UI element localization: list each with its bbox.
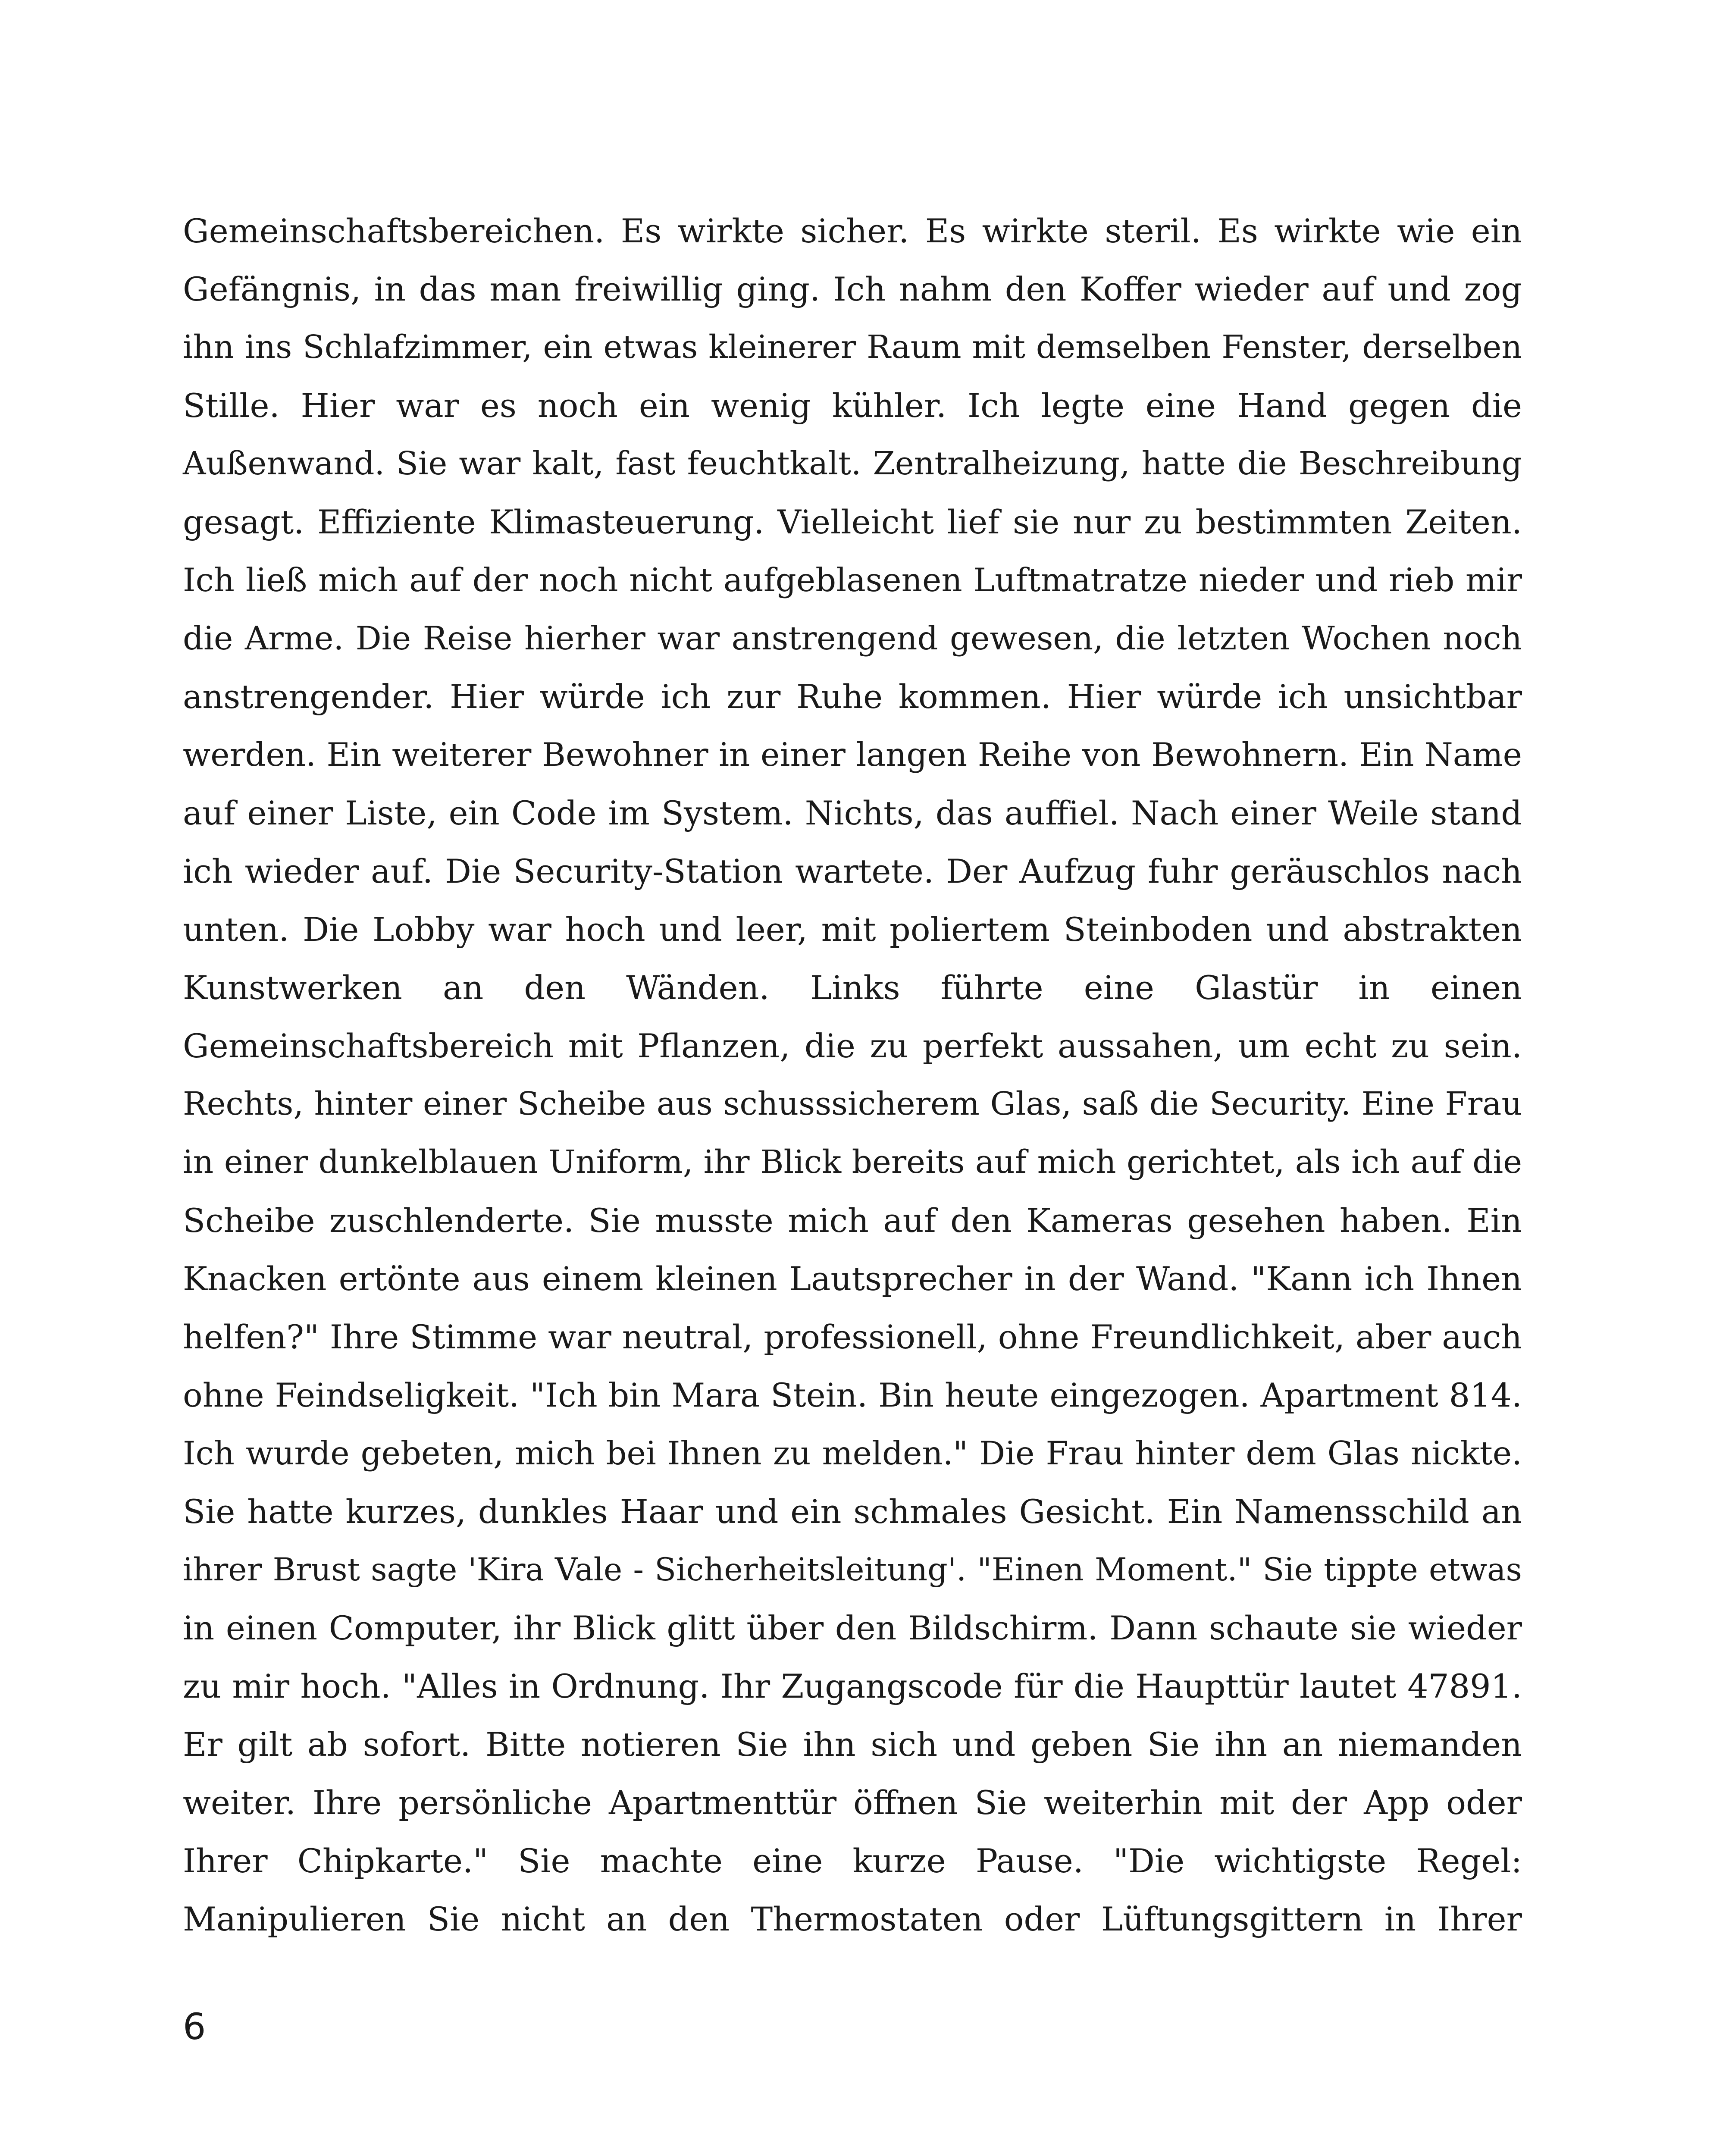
text-line: ohne Feindseligkeit. "Ich bin Mara Stein. Bin heute eingezogen. Apartment 814. — [183, 1376, 1522, 1414]
text-line: ihn ins Schlafzimmer, ein etwas kleinerer Raum mit demselben Fenster, derselben — [183, 329, 1522, 366]
text-line: gesagt. Effiziente Klimasteuerung. Vielleicht lief sie nur zu bestimmten Zeiten. — [183, 503, 1522, 541]
text-line: Gemeinschaftsbereich mit Pflanzen, die zu perfekt aussahen, um echt zu sein. — [183, 1027, 1522, 1065]
text-line: Ich wurde gebeten, mich bei Ihnen zu melden." Die Frau hinter dem Glas nickte. — [183, 1434, 1522, 1472]
text-line: helfen?" Ihre Stimme war neutral, professionell, ohne Freundlichkeit, aber auch — [183, 1318, 1522, 1356]
text-line: ich wieder auf. Die Security-Station wartete. Der Aufzug fuhr geräuschlos nach — [183, 852, 1522, 890]
text-line: Gemeinschaftsbereichen. Es wirkte sicher. Es wirkte steril. Es wirkte wie ein — [183, 212, 1522, 250]
text-line: weiter. Ihre persönliche Apartmenttür öffnen Sie weiterhin mit der App oder — [183, 1783, 1522, 1822]
text-line: werden. Ein weiterer Bewohner in einer langen Reihe von Bewohnern. Ein Name — [183, 736, 1522, 774]
text-line: Ihrer Chipkarte." Sie machte eine kurze Pause. "Die wichtigste Regel: — [183, 1842, 1522, 1880]
text-line: Stille. Hier war es noch ein wenig kühler. Ich legte eine Hand gegen die — [183, 386, 1522, 425]
text-line: Außenwand. Sie war kalt, fast feuchtkalt. Zentralheizung, hatte die Beschreibung — [183, 445, 1522, 482]
text-line: in einer dunkelblauen Uniform, ihr Blick bereits auf mich gerichtet, als ich auf die — [183, 1144, 1522, 1181]
text-line: Ich ließ mich auf der noch nicht aufgeblasenen Luftmatratze nieder und rieb mir — [183, 561, 1522, 599]
text-line: anstrengender. Hier würde ich zur Ruhe kommen. Hier würde ich unsichtbar — [183, 677, 1522, 716]
text-line: die Arme. Die Reise hierher war anstrengend gewesen, die letzten Wochen noch — [183, 619, 1522, 657]
text-line: unten. Die Lobby war hoch und leer, mit poliertem Steinboden und abstrakten — [183, 910, 1522, 949]
text-line: zu mir hoch. "Alles in Ordnung. Ihr Zugangscode für die Haupttür lautet 47891. — [183, 1667, 1522, 1705]
text-line: Er gilt ab sofort. Bitte notieren Sie ihn sich und geben Sie ihn an niemanden — [183, 1725, 1522, 1764]
text-line: Gefängnis, in das man freiwillig ging. Ich nahm den Koffer wieder auf und zog — [183, 270, 1522, 308]
text-line: ihrer Brust sagte 'Kira Vale - Sicherheitsleitung'. "Einen Moment." Sie tippte etwas — [183, 1551, 1522, 1588]
text-line: auf einer Liste, ein Code im System. Nichts, das auffiel. Nach einer Weile stand — [183, 794, 1522, 832]
text-line: Kunstwerken an den Wänden. Links führte eine Glastür in einen — [183, 968, 1522, 1007]
text-line: Manipulieren Sie nicht an den Thermostaten oder Lüftungsgittern in Ihrer — [183, 1900, 1522, 1938]
body-text — [183, 202, 1522, 1948]
text-line: in einen Computer, ihr Blick glitt über den Bildschirm. Dann schaute sie wieder — [183, 1609, 1522, 1647]
text-line: Rechts, hinter einer Scheibe aus schusssicherem Glas, saß die Security. Eine Frau — [183, 1085, 1522, 1122]
page-number: 6 — [183, 2006, 206, 2048]
text-line: Scheibe zuschlenderte. Sie musste mich auf den Kameras gesehen haben. Ein — [183, 1201, 1522, 1240]
text-line: Sie hatte kurzes, dunkles Haar und ein schmales Gesicht. Ein Namensschild an — [183, 1492, 1522, 1531]
text-line: Knacken ertönte aus einem kleinen Lautsprecher in der Wand. "Kann ich Ihnen — [183, 1260, 1522, 1298]
